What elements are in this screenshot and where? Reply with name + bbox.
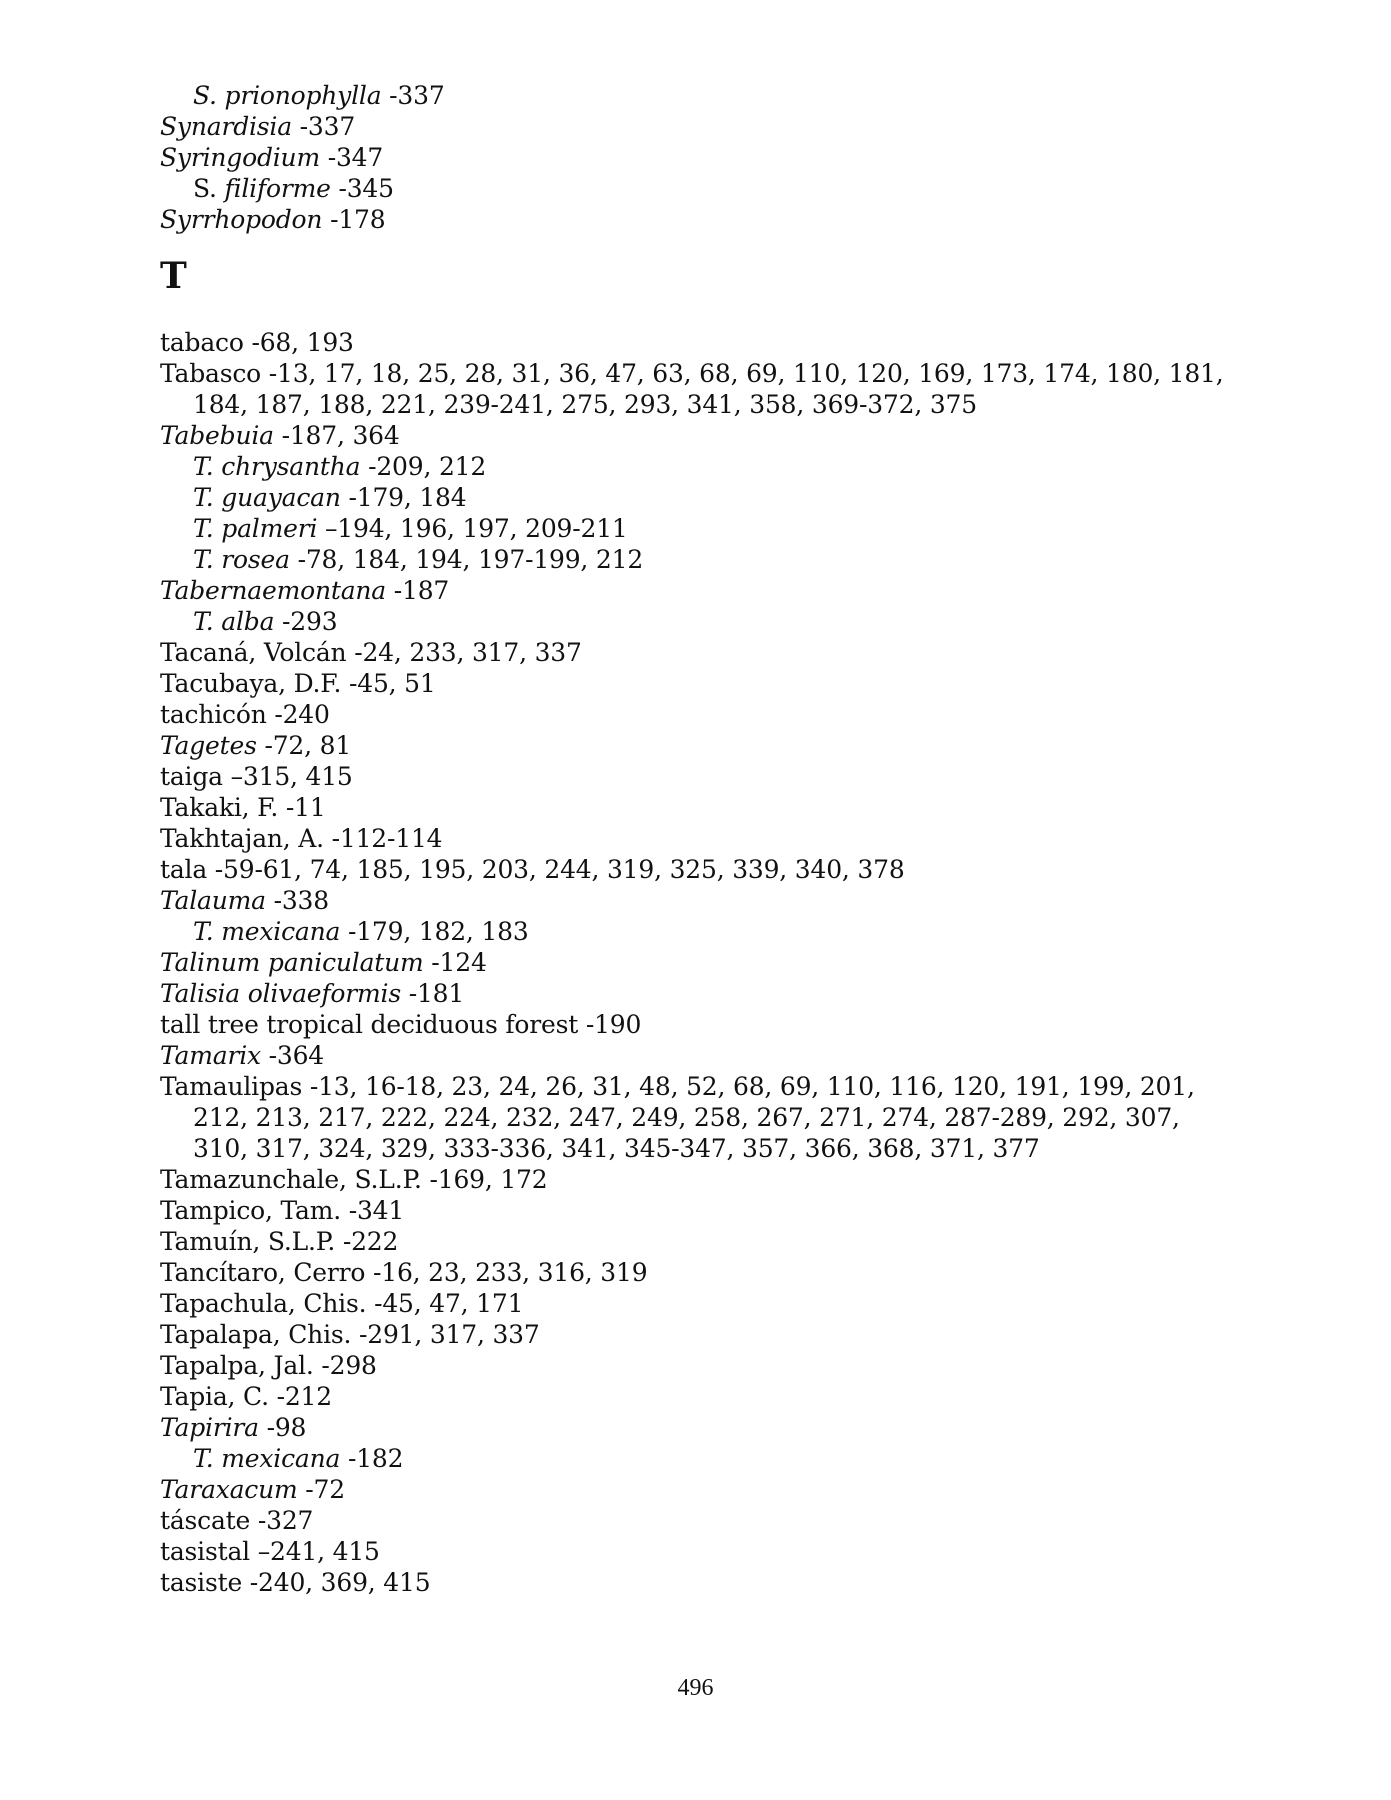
index-entry-term: T. mexicana	[193, 1444, 341, 1473]
index-entry	[160, 1319, 1240, 1350]
index-entry-term: tala	[160, 855, 208, 884]
index-entry-term: Tancítaro, Cerro	[160, 1258, 366, 1287]
index-entry-term: T. rosea	[193, 545, 290, 574]
index-entry	[160, 1412, 1240, 1443]
index-entry-term: Tacubaya, D.F.	[160, 669, 342, 698]
index-entry-term: Tapalpa, Jal.	[160, 1351, 314, 1380]
index-entry-page-refs: -112-114	[323, 824, 443, 853]
index-entry	[160, 823, 1240, 854]
index-entry-page-refs: -293	[274, 607, 338, 636]
index-entry-page-refs: -13, 17, 18, 25, 28, 31, 36, 47, 63, 68, 69, 110, 120, 169, 173, 174, 180, 181, 184, 187, 188, 221, 239-241, 275, 293, 341, 358, 369-372, 375	[193, 359, 1224, 419]
index-entry-page-refs: -337	[291, 112, 356, 141]
index-entry-page-refs: -178	[322, 205, 386, 234]
index-entry	[160, 544, 1240, 575]
index-entry	[160, 792, 1240, 823]
index-entries-t	[160, 327, 1240, 1598]
index-page	[160, 80, 1240, 1598]
page-number: 496	[677, 1675, 714, 1701]
index-entry	[160, 668, 1240, 699]
index-entry	[160, 1071, 1240, 1164]
index-entry	[160, 80, 1240, 111]
index-entry-term: Syringodium	[160, 143, 320, 172]
index-entry-page-refs: -209, 212	[360, 452, 487, 481]
index-entry	[160, 575, 1240, 606]
index-entry-page-refs: -364	[260, 1041, 325, 1070]
index-entry	[160, 730, 1240, 761]
index-entry	[160, 420, 1240, 451]
index-entry-term: Tapachula, Chis.	[160, 1289, 367, 1318]
index-entry	[160, 1443, 1240, 1474]
index-entry	[160, 142, 1240, 173]
index-entry	[160, 1164, 1240, 1195]
index-entry-term: tachicón	[160, 700, 267, 729]
index-entry-page-refs: -212	[268, 1382, 332, 1411]
index-entry	[160, 1536, 1240, 1567]
index-entry-page-refs: -68, 193	[243, 328, 354, 357]
index-entry-page-refs: -59-61, 74, 185, 195, 203, 244, 319, 325, 339, 340, 378	[207, 855, 905, 884]
index-entry-page-refs: -78, 184, 194, 197-199, 212	[289, 545, 644, 574]
index-entry	[160, 358, 1240, 420]
index-entry-term: Takaki, F.	[160, 793, 279, 822]
index-entry-page-refs: -45, 51	[341, 669, 436, 698]
index-entry-page-refs: -291, 317, 337	[351, 1320, 540, 1349]
index-entry-page-refs: -72, 81	[256, 731, 352, 760]
index-entry	[160, 1040, 1240, 1071]
index-entry-page-refs: -187, 364	[273, 421, 400, 450]
index-entry-term: Tacaná, Volcán	[160, 638, 347, 667]
index-entry-term: táscate	[160, 1506, 251, 1535]
index-entry	[160, 916, 1240, 947]
index-entry	[160, 327, 1240, 358]
index-entry-term: Tabernaemontana	[160, 576, 387, 605]
index-entry	[160, 173, 1240, 204]
index-entry-term: T. palmeri	[193, 514, 318, 543]
index-entry-term: tasiste	[160, 1568, 243, 1597]
index-entry-page-refs: -338	[265, 886, 329, 915]
index-entry	[160, 854, 1240, 885]
index-entry-term: Takhtajan, A.	[160, 824, 324, 853]
index-entry-page-refs: -24, 233, 317, 337	[346, 638, 582, 667]
index-entry-term: Taraxacum	[160, 1475, 298, 1504]
index-entry	[160, 761, 1240, 792]
index-entry-page-refs: -98	[258, 1413, 307, 1442]
index-entry-term: tabaco	[160, 328, 244, 357]
index-entry	[160, 513, 1240, 544]
index-entry-term: T. alba	[193, 607, 275, 636]
index-entry	[160, 1257, 1240, 1288]
index-entry-term: T. chrysantha	[193, 452, 361, 481]
index-entry-page-refs: -345	[330, 174, 394, 203]
index-entry-page-refs: -45, 47, 171	[366, 1289, 524, 1318]
index-entry	[160, 947, 1240, 978]
index-entry-term: Tapalapa, Chis.	[160, 1320, 352, 1349]
index-entry	[160, 482, 1240, 513]
index-entry-term: Tamuín, S.L.P.	[160, 1227, 336, 1256]
index-entry-page-refs: -187	[386, 576, 450, 605]
index-entry	[160, 1350, 1240, 1381]
index-entry-page-refs: -190	[578, 1010, 642, 1039]
index-entry	[160, 1226, 1240, 1257]
index-entry-term: Synardisia	[160, 112, 292, 141]
index-entry-term: tall tree tropical deciduous forest	[160, 1010, 579, 1039]
index-entry-page-refs: –315, 415	[222, 762, 353, 791]
index-entry-term: Talisia olivaeformis	[160, 979, 401, 1008]
index-entry	[160, 606, 1240, 637]
index-entry-term: Tamarix	[160, 1041, 261, 1070]
index-entry-term: Tabasco	[160, 359, 262, 388]
index-entry	[160, 978, 1240, 1009]
index-entry-page-refs: -182	[340, 1444, 404, 1473]
index-entry-term: taiga	[160, 762, 223, 791]
index-entry-term: T. mexicana	[193, 917, 341, 946]
index-entry-term: tasistal	[160, 1537, 250, 1566]
index-entry-page-refs: -179, 182, 183	[340, 917, 529, 946]
index-entry	[160, 885, 1240, 916]
index-entry-page-refs: -240, 369, 415	[242, 1568, 431, 1597]
index-entry-term: Talauma	[160, 886, 266, 915]
index-entry-page-refs: -341	[340, 1196, 405, 1225]
index-entry-term: Tapirira	[160, 1413, 259, 1442]
index-entry-term: filiforme	[224, 174, 331, 203]
index-entry-page-refs: -298	[313, 1351, 377, 1380]
index-entry-prefix: S.	[193, 174, 225, 203]
index-entry	[160, 1567, 1240, 1598]
index-entry-term: T. guayacan	[193, 483, 341, 512]
index-entry-page-refs: -181	[400, 979, 465, 1008]
index-entry-page-refs: -240	[266, 700, 330, 729]
index-entry-term: Tapia, C.	[160, 1382, 269, 1411]
index-entry-page-refs: -13, 16-18, 23, 24, 26, 31, 48, 52, 68, 69, 110, 116, 120, 191, 199, 201, 212, 213, 217, 222, 224, 232, 247, 249, 258, 267, 271, 274, 287-289, 292, 307, 310, 317, 324, 329, 333-336, 341, 345-347, 357, 366, 368, 371, 377	[193, 1072, 1195, 1163]
index-entry	[160, 1009, 1240, 1040]
index-entry-page-refs: -327	[250, 1506, 314, 1535]
index-entry-term: S. prionophylla	[193, 81, 382, 110]
index-entries-continued	[160, 80, 1240, 235]
index-entry-page-refs: -179, 184	[340, 483, 467, 512]
index-entry-term: Tamaulipas	[160, 1072, 303, 1101]
index-entry	[160, 1381, 1240, 1412]
index-entry	[160, 111, 1240, 142]
index-entry-term: Talinum paniculatum	[160, 948, 424, 977]
index-entry-term: Tamazunchale, S.L.P.	[160, 1165, 422, 1194]
section-heading-letter: T	[160, 255, 187, 297]
index-entry-page-refs: –241, 415	[249, 1537, 380, 1566]
index-entry-term: Syrrhopodon	[160, 205, 323, 234]
index-entry-page-refs: -169, 172	[421, 1165, 548, 1194]
index-entry-page-refs: -222	[335, 1227, 399, 1256]
index-entry-page-refs: -337	[381, 81, 445, 110]
index-entry-page-refs: -72	[297, 1475, 345, 1504]
index-entry-page-refs: -347	[319, 143, 384, 172]
index-entry-page-refs: –194, 196, 197, 209-211	[317, 514, 628, 543]
index-entry	[160, 699, 1240, 730]
index-entry-term: Tagetes	[160, 731, 257, 760]
index-entry	[160, 451, 1240, 482]
index-entry	[160, 1288, 1240, 1319]
index-entry	[160, 637, 1240, 668]
index-entry	[160, 1505, 1240, 1536]
index-entry	[160, 1195, 1240, 1226]
index-entry	[160, 1474, 1240, 1505]
index-entry-page-refs: -11	[278, 793, 326, 822]
index-entry-page-refs: -16, 23, 233, 316, 319	[365, 1258, 648, 1287]
index-entry-term: Tampico, Tam.	[160, 1196, 341, 1225]
index-entry-page-refs: -124	[423, 948, 487, 977]
index-entry	[160, 204, 1240, 235]
index-entry-term: Tabebuia	[160, 421, 274, 450]
